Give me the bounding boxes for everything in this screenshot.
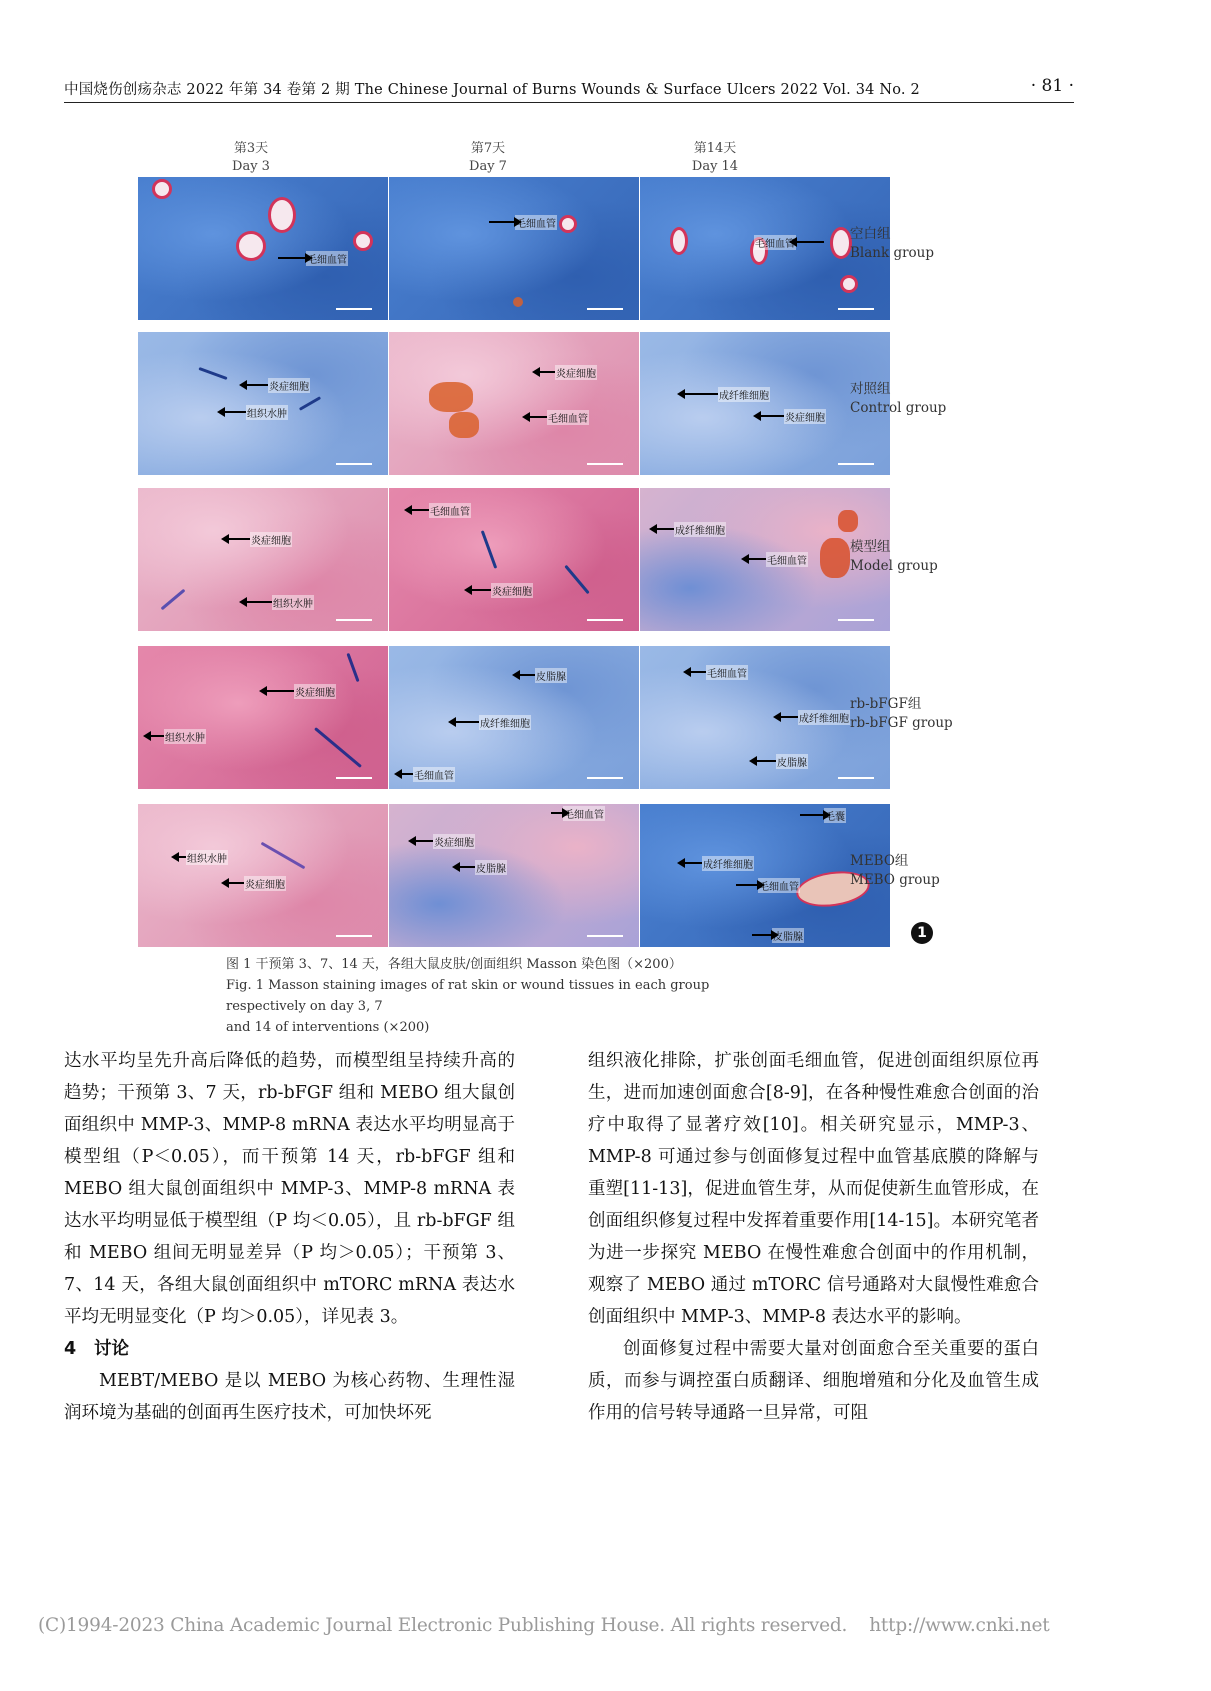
- group-label-cn: 模型组: [850, 539, 891, 555]
- right-text-column: [588, 1045, 1039, 1429]
- annotation: 炎症细胞: [228, 532, 292, 546]
- paragraph: 创面修复过程中需要大量对创面愈合至关重要的蛋白质，而参与调控蛋白质翻译、细胞增殖和分化及血管生成作用的信号转导通路一旦异常，可阻: [588, 1339, 1039, 1423]
- annotation: 皮脂腺: [752, 928, 804, 942]
- annotation: 炎症细胞: [760, 409, 826, 423]
- micrograph-rb-bfgf-day3: [138, 646, 388, 789]
- annotation: 炎症细胞: [539, 365, 597, 379]
- annotation: 组织水肿: [150, 729, 206, 743]
- column-header-en: Day 3: [232, 159, 270, 174]
- annotation: 成纤维细胞: [780, 710, 850, 724]
- annotation: 成纤维细胞: [684, 856, 754, 870]
- section-title: 讨论: [94, 1339, 129, 1359]
- annotation: 毛细血管: [754, 235, 824, 249]
- annotation: 皮脂腺: [459, 860, 507, 874]
- column-header-cn: 第14天: [693, 141, 737, 156]
- micrograph-control-day7: [389, 332, 639, 475]
- caption-en-line2: and 14 of interventions (×200): [226, 1020, 430, 1035]
- paragraph: MEBT/MEBO 是以 MEBO 为核心药物、生理性湿润环境为基础的创面再生医疗技术，可加快坏死: [64, 1371, 515, 1423]
- annotation: 成纤维细胞: [684, 387, 770, 401]
- annotation: 组织水肿: [178, 850, 228, 864]
- running-header: [64, 78, 1074, 104]
- group-label-en: Model group: [850, 558, 938, 574]
- group-label-cn: MEBO组: [850, 853, 909, 869]
- copyright-footer: [38, 1615, 1178, 1636]
- section-number: 4: [64, 1339, 77, 1359]
- group-label-model: [850, 538, 1010, 576]
- micrograph-blank-day7: [389, 177, 639, 320]
- micrograph-mebo-day3: [138, 804, 388, 947]
- group-label-mebo: [850, 852, 1010, 890]
- micrograph-model-day7: [389, 488, 639, 631]
- section-heading: [64, 1333, 515, 1365]
- group-label-cn: 对照组: [850, 381, 891, 397]
- figure-caption: [226, 954, 786, 1038]
- annotation: 炎症细胞: [266, 684, 336, 698]
- annotation: 成纤维细胞: [656, 522, 726, 536]
- figure-1: [138, 140, 1038, 1035]
- micrograph-blank-day3: [138, 177, 388, 320]
- column-header-day7: [418, 140, 558, 176]
- micrograph-mebo-day7: [389, 804, 639, 947]
- annotation: 毛细血管: [489, 215, 557, 229]
- micrograph-control-day3: [138, 332, 388, 475]
- annotation: 成纤维细胞: [455, 715, 531, 729]
- group-label-control: [850, 380, 1010, 418]
- annotation: 毛细血管: [278, 251, 348, 265]
- micrograph-rb-bfgf-day7: [389, 646, 639, 789]
- group-label-blank: [850, 225, 1010, 263]
- group-label-rb-bfgf: [850, 695, 1010, 733]
- annotation: 毛细血管: [411, 503, 471, 517]
- group-label-en: Control group: [850, 400, 947, 416]
- journal-header-text: 中国烧伤创疡杂志 2022 年第 34 卷第 2 期 The Chinese Journal of Burns Wounds & Surface Ulcers 2022 Vol. 34 No. 2: [64, 82, 920, 98]
- figure-number-badge: 1: [911, 922, 933, 944]
- annotation: 组织水肿: [224, 405, 288, 419]
- group-label-en: MEBO group: [850, 872, 940, 888]
- annotation: 炎症细胞: [471, 583, 533, 597]
- paragraph: 达水平均呈先升高后降低的趋势，而模型组呈持续升高的趋势；干预第 3、7 天，rb-bFGF 组和 MEBO 组大鼠创面组织中 MMP-3、MMP-8 mRNA 表达水平均明显高于模型组（P＜0.05），而干预第 14 天，rb-bFGF 组和 MEBO 组大鼠创面组织中 MMP-3、MMP-8 mRNA 表达水平均明显低于模型组（P 均＜0.05），且 rb-bFGF 组和 MEBO 组间无明显差异（P 均＞0.05）；干预第 3、7、14 天，各组大鼠创面组织中 mTORC mRNA 表达水平均无明显变化（P 均＞0.05），详见表 3。: [64, 1051, 515, 1327]
- header-rule: [64, 102, 1074, 103]
- footer-url: http://www.cnki.net: [869, 1615, 1050, 1636]
- annotation: 炎症细胞: [246, 378, 310, 392]
- column-header-en: Day 7: [469, 159, 507, 174]
- copyright-text: (C)1994-2023 China Academic Journal Electronic Publishing House. All rights reserved.: [38, 1615, 848, 1636]
- annotation: 毛细血管: [551, 806, 605, 820]
- page-number: · 81 ·: [1030, 76, 1074, 96]
- paragraph: 组织液化排除，扩张创面毛细血管，促进创面组织原位再生，进而加速创面愈合[8-9]，在各种慢性难愈合创面的治疗中取得了显著疗效[10]。相关研究显示，MMP-3、MMP-8 可通过参与创面修复过程中血管基底膜的降解与重塑[11-13]，促进血管生芽，从而促使新生血管形成，在创面组织修复过程中发挥着重要作用[14-15]。本研究笔者为进一步探究 MEBO 在慢性难愈合创面中的作用机制，观察了 MEBO 通过 mTORC 信号通路对大鼠慢性难愈合创面组织中 MMP-3、MMP-8 表达水平的影响。: [588, 1051, 1039, 1327]
- group-label-en: rb-bFGF group: [850, 715, 953, 731]
- caption-cn: 图 1 干预第 3、7、14 天，各组大鼠皮肤/创面组织 Masson 染色图（×200）: [226, 957, 682, 972]
- annotation: 皮脂腺: [756, 754, 808, 768]
- annotation: 毛细血管: [748, 552, 808, 566]
- annotation: 毛细血管: [401, 767, 455, 781]
- column-header-en: Day 14: [691, 159, 739, 174]
- annotation: 组织水肿: [246, 595, 314, 609]
- group-label-cn: 空白组: [850, 226, 891, 242]
- group-label-cn: rb-bFGF组: [850, 696, 922, 712]
- caption-en-line1: Fig. 1 Masson staining images of rat skin or wound tissues in each group respectively on day 3, 7: [226, 978, 710, 1014]
- annotation: 毛细血管: [736, 878, 800, 892]
- column-header-day3: [181, 140, 321, 176]
- column-header-day14: [645, 140, 785, 176]
- left-text-column: [64, 1045, 515, 1429]
- annotation: 毛细血管: [690, 665, 748, 679]
- column-header-cn: 第3天: [233, 141, 269, 156]
- group-label-en: Blank group: [850, 245, 935, 261]
- annotation: 毛囊: [800, 808, 846, 822]
- column-header-cn: 第7天: [470, 141, 506, 156]
- annotation: 毛细血管: [529, 410, 589, 424]
- annotation: 炎症细胞: [415, 834, 475, 848]
- annotation: 皮脂腺: [519, 668, 567, 682]
- annotation: 炎症细胞: [228, 876, 286, 890]
- micrograph-model-day3: [138, 488, 388, 631]
